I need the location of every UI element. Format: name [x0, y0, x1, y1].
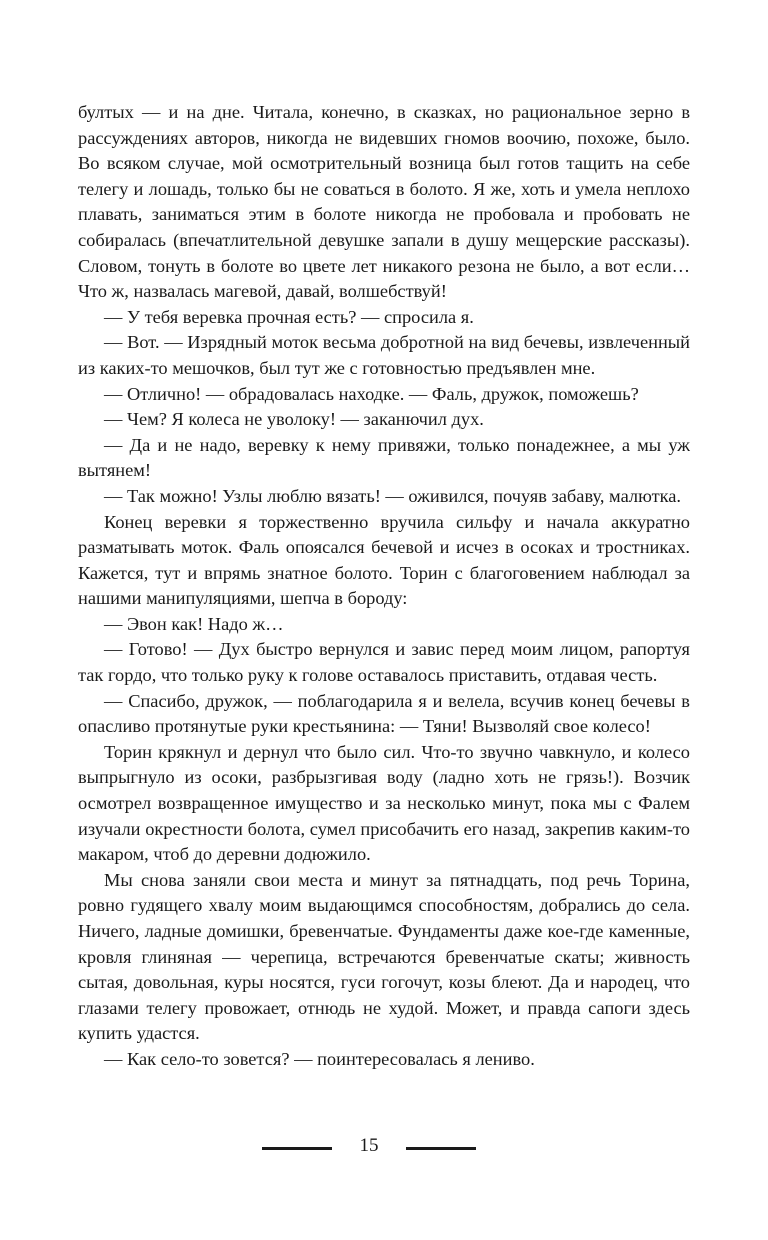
footer-rule-left: [262, 1147, 332, 1150]
paragraph: Торин крякнул и дернул что было сил. Что-то звучно чавкнуло, и колесо выпрыгнуло из осоки, разбрызгивая воду (ладно хоть не грязь!). Возчик осмотрел возвращенное имущество и за несколько минут, пока мы с Фалем изучали окрестности болота, сумел присобачить его назад, закрепив каким-то макаром, чтоб до деревни додюжило.: [78, 741, 690, 865]
footer-rule-right: [406, 1147, 476, 1150]
dialogue-line: — Чем? Я колеса не уволоку! — заканючил дух.: [104, 409, 484, 430]
paragraph: Мы снова заняли свои места и минут за пятнадцать, под речь Торина, ровно гудящего хвалу моим выдающимся способностям, добрались до села. Ничего, ладные домишки, бревенчатые. Фундаменты даже кое-где каменные, кровля глиняная — черепица, встречаются бревенчатые скаты; живность сытая, довольная, куры носятся, гуси гогочут, козы блеют. Да и народец, что глазами телегу провожает, отнюдь не худой. Может, и правда сапоги здесь купить удастся.: [78, 869, 690, 1044]
dialogue-line: — Как село-то зовется? — поинтересовалась я лениво.: [104, 1048, 535, 1069]
dialogue-line: — Эвон как! Надо ж…: [104, 613, 284, 634]
page-footer: [0, 1134, 768, 1158]
dialogue-line: — Готово! — Дух быстро вернулся и завис перед моим лицом, рапортуя так гордо, что только руку к голове оставалось приставить, отдавая честь.: [78, 639, 690, 686]
page-number: 15: [359, 1135, 379, 1156]
paragraph: Конец веревки я торжественно вручила сильфу и начала аккуратно разматывать моток. Фаль опоясался бечевой и исчез в осоках и тростниках. Кажется, тут и впрямь знатное болото. Торин с благоговением наблюдал за нашими манипуляциями, шепча в бороду:: [78, 511, 690, 609]
dialogue-line: — Отлично! — обрадовалась находке. — Фаль, дружок, поможешь?: [104, 383, 639, 404]
dialogue-line: — Так можно! Узлы люблю вязать! — оживился, почуяв забаву, малютка.: [104, 485, 682, 506]
dialogue-line: — У тебя веревка прочная есть? — спросила я.: [104, 306, 474, 327]
dialogue-line: — Вот. — Изрядный моток весьма добротной на вид бечевы, извлеченный из каких-то мешочков, был тут же с готовностью предъявлен мне.: [78, 332, 690, 378]
dialogue-line: — Да и не надо, веревку к нему привяжи, только понадежнее, а мы уж вытянем!: [78, 434, 690, 481]
dialogue-line: — Спасибо, дружок, — поблагодарила я и велела, всучив конец бечевы в опасливо протянутые руки крестьянина: — Тяни! Вызволяй свое колесо!: [78, 690, 690, 737]
body-text: [78, 100, 690, 1073]
paragraph-continued: бултых — и на дне. Читала, конечно, в сказках, но рациональное зерно в рассуждениях авторов, никогда не видевших гномов воочию, похоже, было. Во всяком случае, мой осмотрительный возница был готов тащить на себе телегу и лошадь, только бы не соваться в болото. Я же, хоть и умела неплохо плавать, заниматься этим в болоте никогда не пробовала и пробовать не собиралась (впечатлительной девушке запали в душу мещерские рассказы). Словом, тонуть в болоте во цвете лет никакого резона не было, а вот если… Что ж, назвалась магевой, давай, волшебствуй!: [78, 102, 690, 302]
